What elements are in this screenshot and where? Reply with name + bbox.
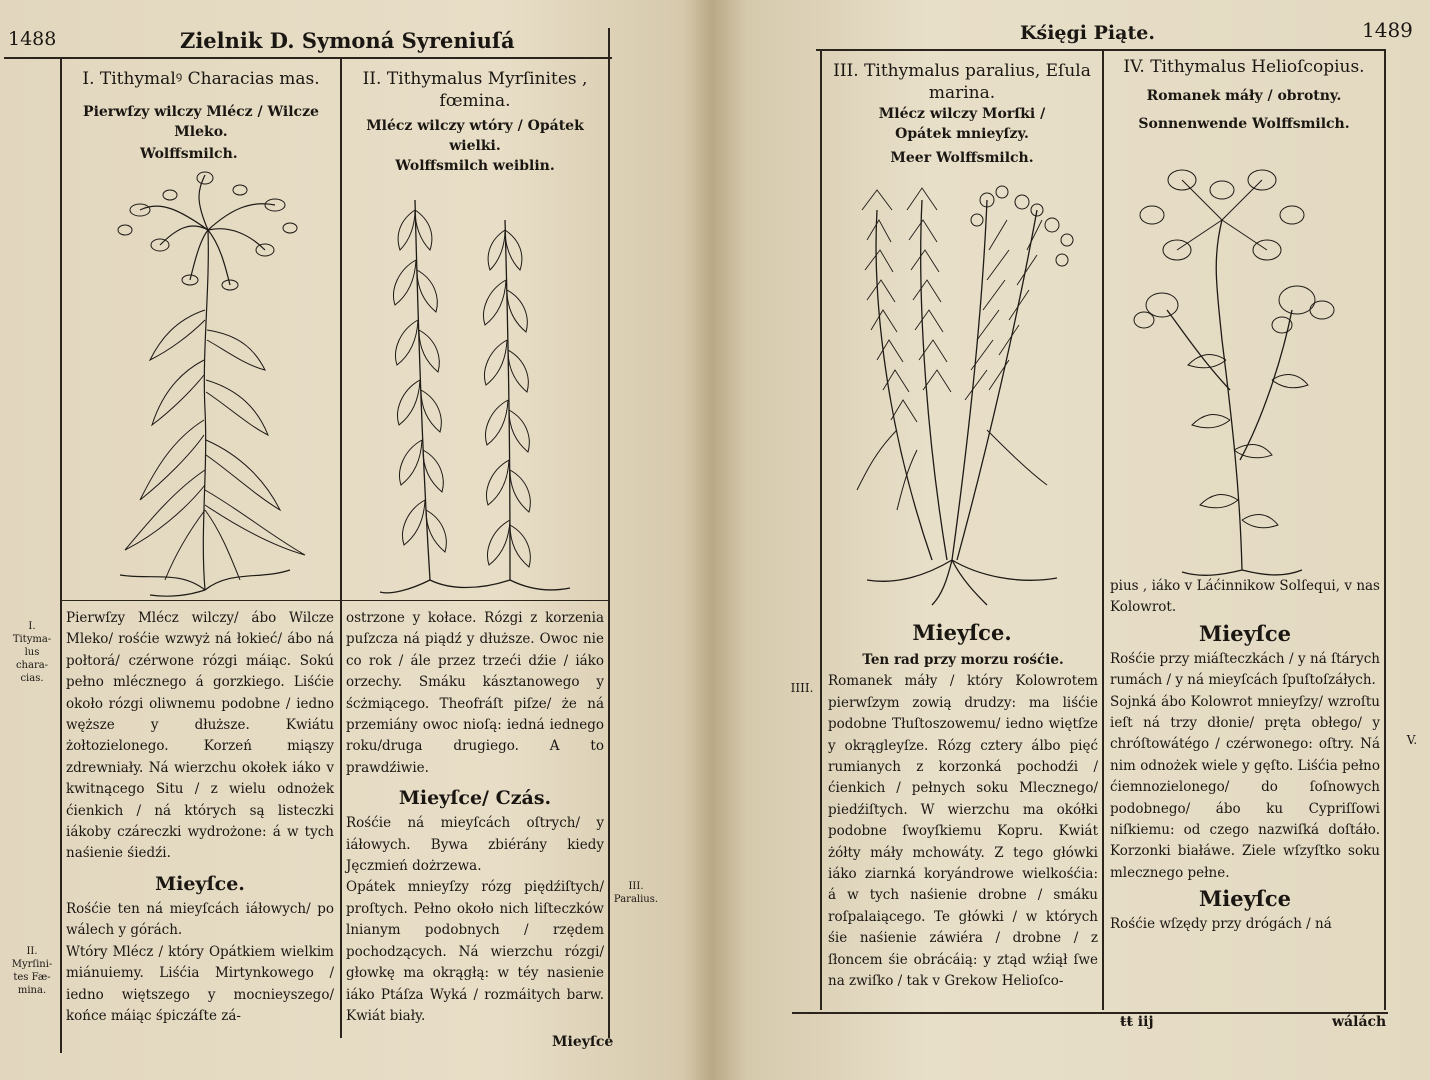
- section-heading: Mieyſce.: [912, 620, 1012, 645]
- plant-title: I. Tithymalꝰ Characias mas.: [82, 69, 320, 89]
- column-1-text: [66, 608, 334, 1027]
- paragraph: Wtóry Mlécz / który Opátkiem wielkim miánuiemy. Liśćia Mirtynkowego / iedno więtszego y mocnieyszego/ końce máiąc śpiczáſte zá-: [66, 943, 334, 1024]
- plant-entry-1: [64, 68, 338, 164]
- page-number: 1489: [1362, 18, 1413, 42]
- footer-rule: [792, 1012, 1388, 1014]
- catchword: Mieyſce: [552, 1034, 614, 1050]
- plant-title-line-2: marina.: [928, 83, 996, 103]
- figure-rule: [60, 600, 610, 601]
- signature-mark: ŧŧ iij: [1120, 1014, 1154, 1030]
- catchword: wálách: [1332, 1014, 1387, 1030]
- plant-german-name: Wolffsmilch weiblin.: [395, 158, 555, 174]
- paragraph: ostrzone y kołace. Rózgi z korzenia puſzcza ná piądź y dłuższe. Owoc nie co rok / ále przez trzeći dźie / iáko orzechy. Smáku kásztanowego y ścżmiącego. Theofráſt piſze/ że ná przemiány owoc nioſą: iedná iednego roku/druga drugiego. A to prawdźiwie.: [346, 610, 604, 776]
- plant-entry-3: [824, 60, 1100, 168]
- column-4-text: [1110, 576, 1380, 936]
- section-heading: Mieyſce: [1199, 886, 1291, 912]
- header-rule: [4, 57, 612, 59]
- margin-note-III: III. Paralius.: [613, 881, 659, 905]
- page-number: 1488: [8, 28, 57, 50]
- column-rule-middle: [340, 58, 342, 1038]
- margin-note-IIII: IIII.: [790, 681, 814, 695]
- margin-note-I: I. Tityma-lus chara-cias.: [12, 621, 52, 684]
- paragraph: Ten rad przy morzu rośćie.: [862, 652, 1064, 668]
- margin-note-V: V.: [1406, 733, 1418, 747]
- column-rule-right: [1384, 50, 1386, 1010]
- column-rule-left: [60, 58, 62, 1053]
- paragraph: Opátek mnieyſzy rózg piędźiſtych/ proſtych. Pełno około nich liſteczków lnianym podobnych / rzędem pochodzących. Ná wierzchu rózgi/ głowkę ma okrągłą: w téy nasienie iáko Ptáſza Wyká / rozmáitych barw. Kwiát biały.: [346, 879, 604, 1024]
- paragraph: pius , iáko v Láćinnikow Solſequi, v nas Kolowrot.: [1110, 578, 1380, 616]
- plant-polish-name: Pierwſzy wilczy Mlécz / Wilcze Mleko.: [83, 104, 319, 140]
- plant-polish-name: Mlécz wilczy wtóry / Opátek wielki.: [366, 118, 584, 154]
- margin-note-II: II. Myrſini-tes Fæ-mina.: [11, 946, 53, 996]
- column-rule-right: [608, 28, 610, 1038]
- paragraph: Rośćie wſzędy przy drógách / ná: [1110, 916, 1332, 933]
- plant-entry-4: [1106, 56, 1382, 134]
- running-head: Zielnik D. Symoná Syreniuſá: [180, 28, 515, 53]
- woodcut-tithymalus-paralius: [837, 180, 1097, 610]
- column-rule-left: [820, 50, 822, 1010]
- running-head: Kśięgi Piąte.: [1020, 22, 1155, 44]
- column-2-text: [346, 608, 604, 1027]
- column-rule-middle: [1102, 50, 1104, 1010]
- plant-title: II. Tithymalus Myrſinites ,: [362, 69, 588, 89]
- paragraph: Sojnká ábo Kolowrot mnieyſzy/ wzroſtu ieſt ná trzy dłonie/ pręta obłego/ y chróſtowátégo / czérwonego: oſtry. Ná nim odnożek wiele y gęſto. Liśćia pełno ćiemnozielonego/ do ſoſnowych podobnego/ ábo ku Cypriſſowi niſkiemu: od czego nazwiſká doſtáło. Korzonki białáwe. Ziele wſzyſtko soku mlecznego pełne.: [1110, 693, 1380, 881]
- plant-title: III. Tithymalus paralius, Eſula: [833, 61, 1091, 81]
- left-page: [0, 0, 712, 1080]
- plant-polish-name: Mlécz wilczy Morſki / Opátek mnieyſzy.: [878, 106, 1046, 142]
- section-heading: Mieyſce.: [155, 872, 245, 895]
- plant-german-name: Meer Wolffsmilch.: [890, 150, 1034, 166]
- section-heading: Mieyſce/ Czás.: [398, 787, 552, 810]
- woodcut-tithymalus-helioscopius: [1122, 160, 1372, 580]
- plant-polish-name: Romanek máły / obrotny.: [1146, 88, 1342, 104]
- paragraph: Romanek máły / który Kolowrotem pierwſzym zowią drudzy: ma liśćie podobne Tłuſtoszowemu/ iedno więtſze y okrągleyſze. Rózg cztery álbo pięć rumianych z korzonká pochodźi / ćienkich / pełnych soku Mlecznego/ piedźiſtych. W wierzchu ma okółki podobne ſwoyſkiemu Kopru. Kwiát żółty máły mchowáty. Z tego główki iáko ziarnká koryándrowe wielkośćia: á w tych naśienie drobne / smáku roſpalaiącego. Te główki / w których śie naśienie záwiéra / drobne / z ſłoncem śie obrácáią: y ztąd wźiął ſwe na zwiſko / tak v Grekow Helioſco-: [828, 673, 1098, 990]
- column-3-text: [828, 650, 1098, 993]
- woodcut-tithymalus-myrsinites: [360, 180, 600, 600]
- plant-german-name: Wolffsmilch.: [140, 146, 238, 162]
- plant-entry-2: [344, 68, 606, 176]
- paragraph: Rośćie przy miáſteczkách / y ná ſtárych rumách / y ná mieyſcách ſpuſtoſzáłych.: [1110, 650, 1380, 689]
- paragraph: Rośćie ná mieyſcách oſtrych/ y iáłowych. Bywa zbiérány kiedy Jęczmień dożrzewa.: [346, 815, 604, 875]
- header-rule: [816, 49, 1386, 51]
- paragraph: Pierwſzy Mlécz wilczy/ ábo Wilcze Mleko/ rośćie wzwyż ná łokieć/ ábo ná połtorá/ czérwone rózgi máiąc. Sokú pełno mlécznego á gorzkiego. Liśćie około rózgi oliwnemu podobne / iedno węższe y dłuższe. Kwiátu żołtozielonego. Korzeń miąszy zdrewniały. Ná wierzchu okołek iáko v kwitnącego Situ / z wielu odnożek ćienkich / ná których są listeczki iákoby czáreczki wydrożone: á w tych naśienie śiedźi.: [66, 610, 334, 862]
- plant-title-line-2: fœmina.: [439, 91, 511, 111]
- plant-german-name: Sonnenwende Wolffsmilch.: [1138, 116, 1350, 132]
- woodcut-tithymalus-characias: [80, 170, 330, 600]
- section-heading: Mieyſce: [1199, 620, 1291, 646]
- paragraph: Rośćie ten ná mieyſcách iáłowych/ po wálech y górách.: [66, 900, 334, 939]
- plant-title: IV. Tithymalus Helioſcopius.: [1123, 57, 1365, 77]
- right-page: [712, 0, 1430, 1080]
